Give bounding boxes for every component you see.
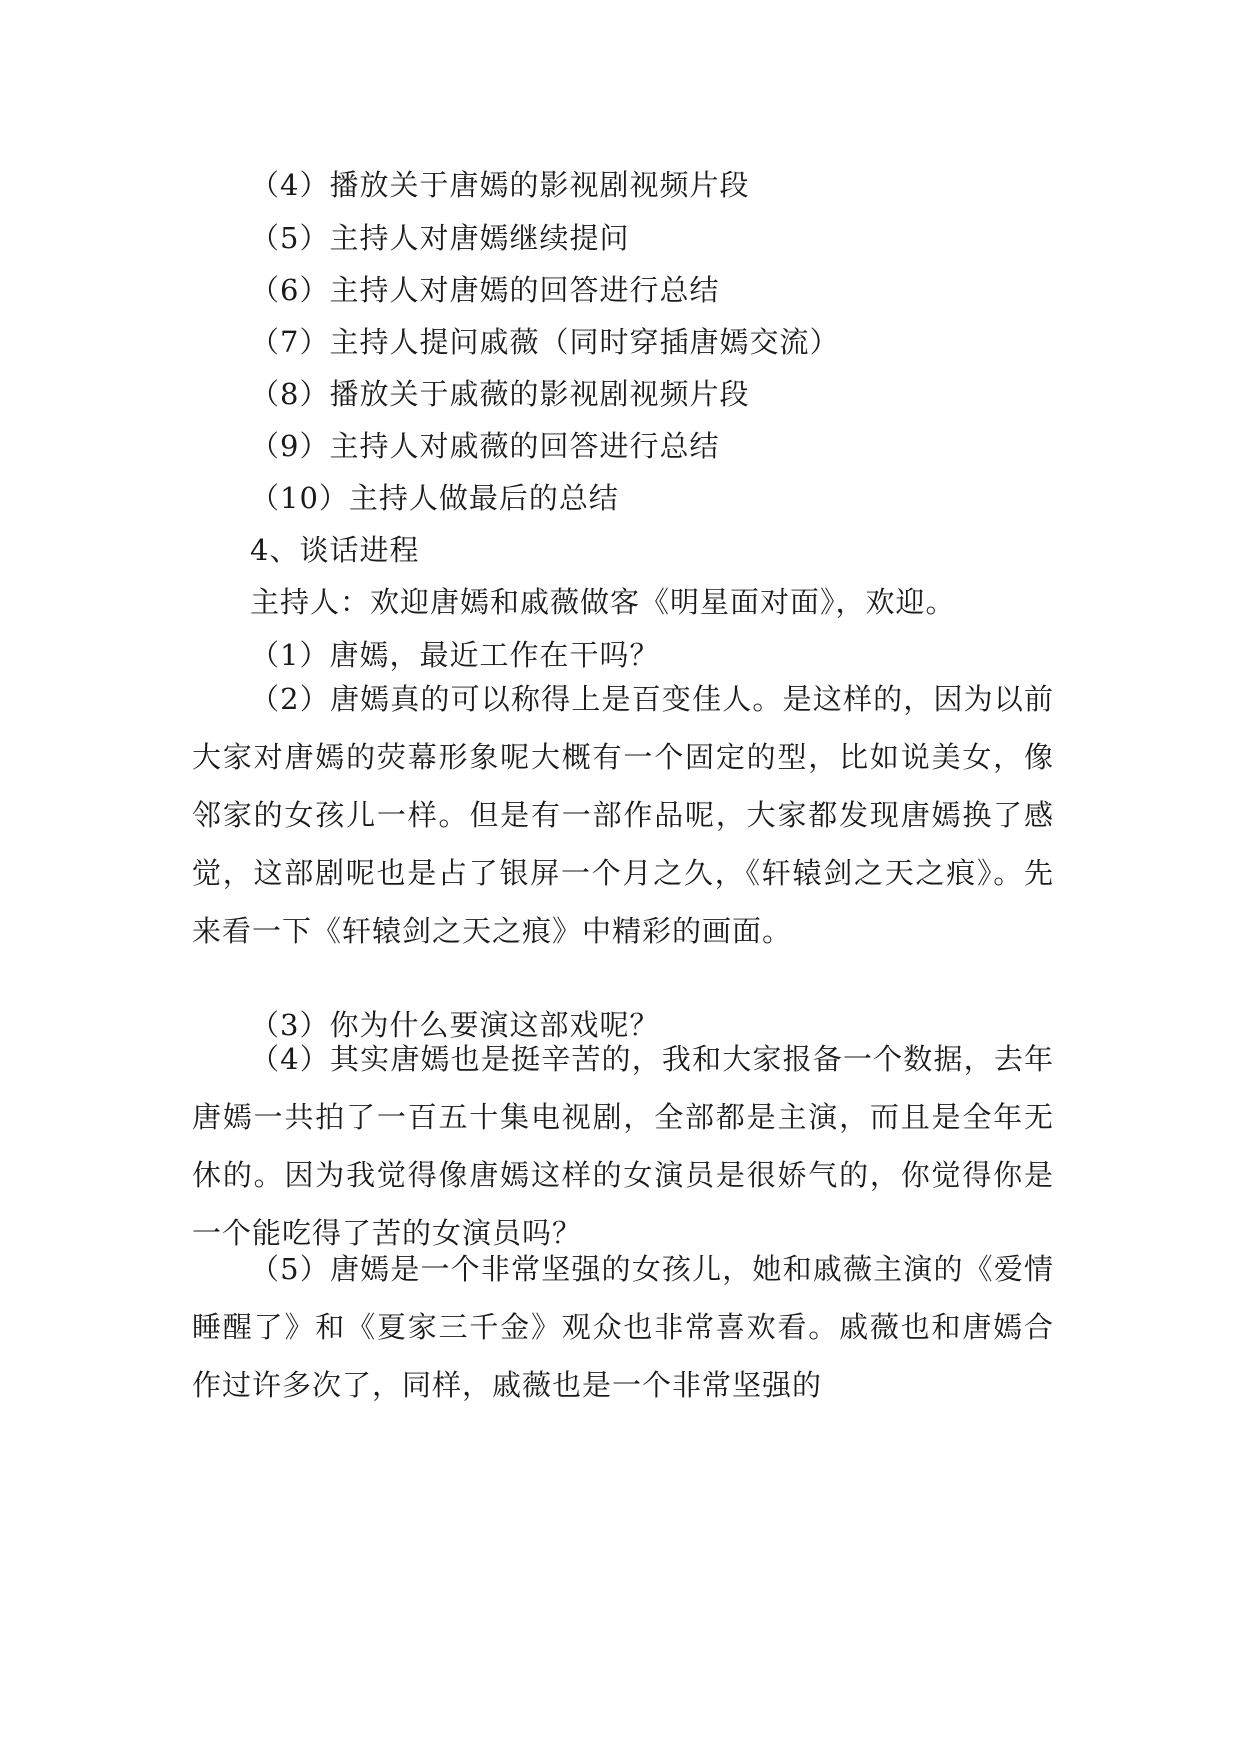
- outline-item-9: （9）主持人对戚薇的回答进行总结: [250, 429, 720, 463]
- question-2-paragraph: （2）唐嫣真的可以称得上是百变佳人。是这样的，因为以前大家对唐嫣的荧幕形象呢大概有一个固定的型，比如说美女，像邻家的女孩儿一样。但是有一部作品呢，大家都发现唐嫣换了感觉，这部剧呢也是占了银屏一个月之久，《轩辕剑之天之痕》。先来看一下《轩辕剑之天之痕》中精彩的画面。: [192, 682, 1054, 948]
- outline-item-8: （8）播放关于戚薇的影视剧视频片段: [250, 377, 750, 411]
- outline-item-4: （4）播放关于唐嫣的影视剧视频片段: [250, 168, 750, 202]
- question-5-paragraph: （5）唐嫣是一个非常坚强的女孩儿，她和戚薇主演的《爱情睡醒了》和《夏家三千金》观众也非常喜欢看。戚薇也和唐嫣合作过许多次了，同样，戚薇也是一个非常坚强的: [192, 1252, 1054, 1402]
- outline-item-6: （6）主持人对唐嫣的回答进行总结: [250, 273, 720, 307]
- section-heading: 4、谈话进程: [250, 533, 420, 567]
- question-4-paragraph: （4）其实唐嫣也是挺辛苦的，我和大家报备一个数据，去年唐嫣一共拍了一百五十集电视剧，全部都是主演，而且是全年无休的。因为我觉得像唐嫣这样的女演员是很娇气的，你觉得你是一个能吃得了苦的女演员吗？: [192, 1042, 1054, 1250]
- outline-item-10: （10）主持人做最后的总结: [250, 481, 619, 515]
- outline-item-5: （5）主持人对唐嫣继续提问: [250, 221, 630, 255]
- question-3: （3）你为什么要演这部戏呢？: [250, 1008, 660, 1042]
- question-1: （1）唐嫣，最近工作在干吗？: [250, 638, 660, 672]
- outline-item-7: （7）主持人提问戚薇（同时穿插唐嫣交流）: [250, 325, 840, 359]
- host-intro: 主持人：欢迎唐嫣和戚薇做客《明星面对面》，欢迎。: [250, 585, 956, 619]
